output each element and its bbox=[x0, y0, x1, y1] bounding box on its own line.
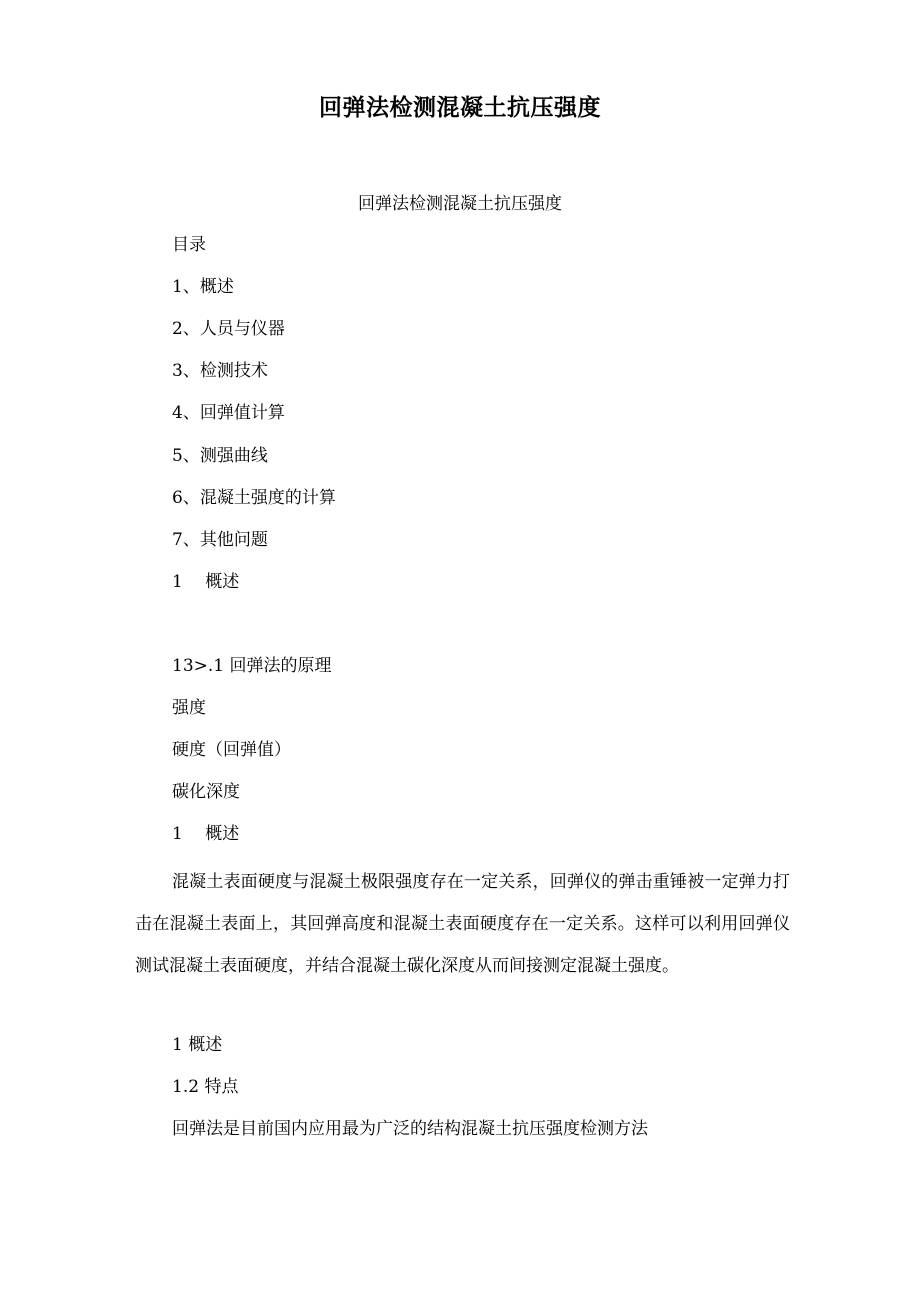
section-heading: 1 概述 bbox=[172, 1035, 223, 1055]
toc-item: 5、测强曲线 bbox=[172, 446, 268, 466]
section-heading: 1 概述 bbox=[172, 572, 240, 592]
document-title: 回弹法检测混凝土抗压强度 bbox=[319, 94, 601, 121]
toc-heading: 目录 bbox=[172, 235, 206, 255]
subsection-heading: 1.2 特点 bbox=[172, 1077, 239, 1097]
document-subtitle: 回弹法检测混凝土抗压强度 bbox=[358, 194, 562, 214]
list-item: 碳化深度 bbox=[172, 782, 240, 802]
section-heading: 1 概述 bbox=[172, 824, 240, 844]
body-paragraph: 混凝土表面硬度与混凝土极限强度存在一定关系，回弹仪的弹击重锤被一定弹力打击在混凝土表面上，其回弹高度和混凝土表面硬度存在一定关系。这样可以利用回弹仪测试混凝土表面硬度，并结合混凝土碳化深度从而间接测定混凝土强度。 bbox=[135, 872, 790, 976]
toc-item: 2、人员与仪器 bbox=[172, 319, 285, 339]
toc-item: 4、回弹值计算 bbox=[172, 403, 285, 423]
toc-item: 6、混凝土强度的计算 bbox=[172, 488, 336, 508]
toc-item: 1、概述 bbox=[172, 277, 234, 297]
list-item: 强度 bbox=[172, 698, 206, 718]
subsection-heading: 13>.1 回弹法的原理 bbox=[172, 656, 332, 676]
body-text: 回弹法是目前国内应用最为广泛的结构混凝土抗压强度检测方法 bbox=[172, 1119, 648, 1139]
toc-item: 7、其他问题 bbox=[172, 530, 268, 550]
list-item: 硬度（回弹值） bbox=[172, 740, 291, 760]
toc-item: 3、检测技术 bbox=[172, 361, 268, 381]
